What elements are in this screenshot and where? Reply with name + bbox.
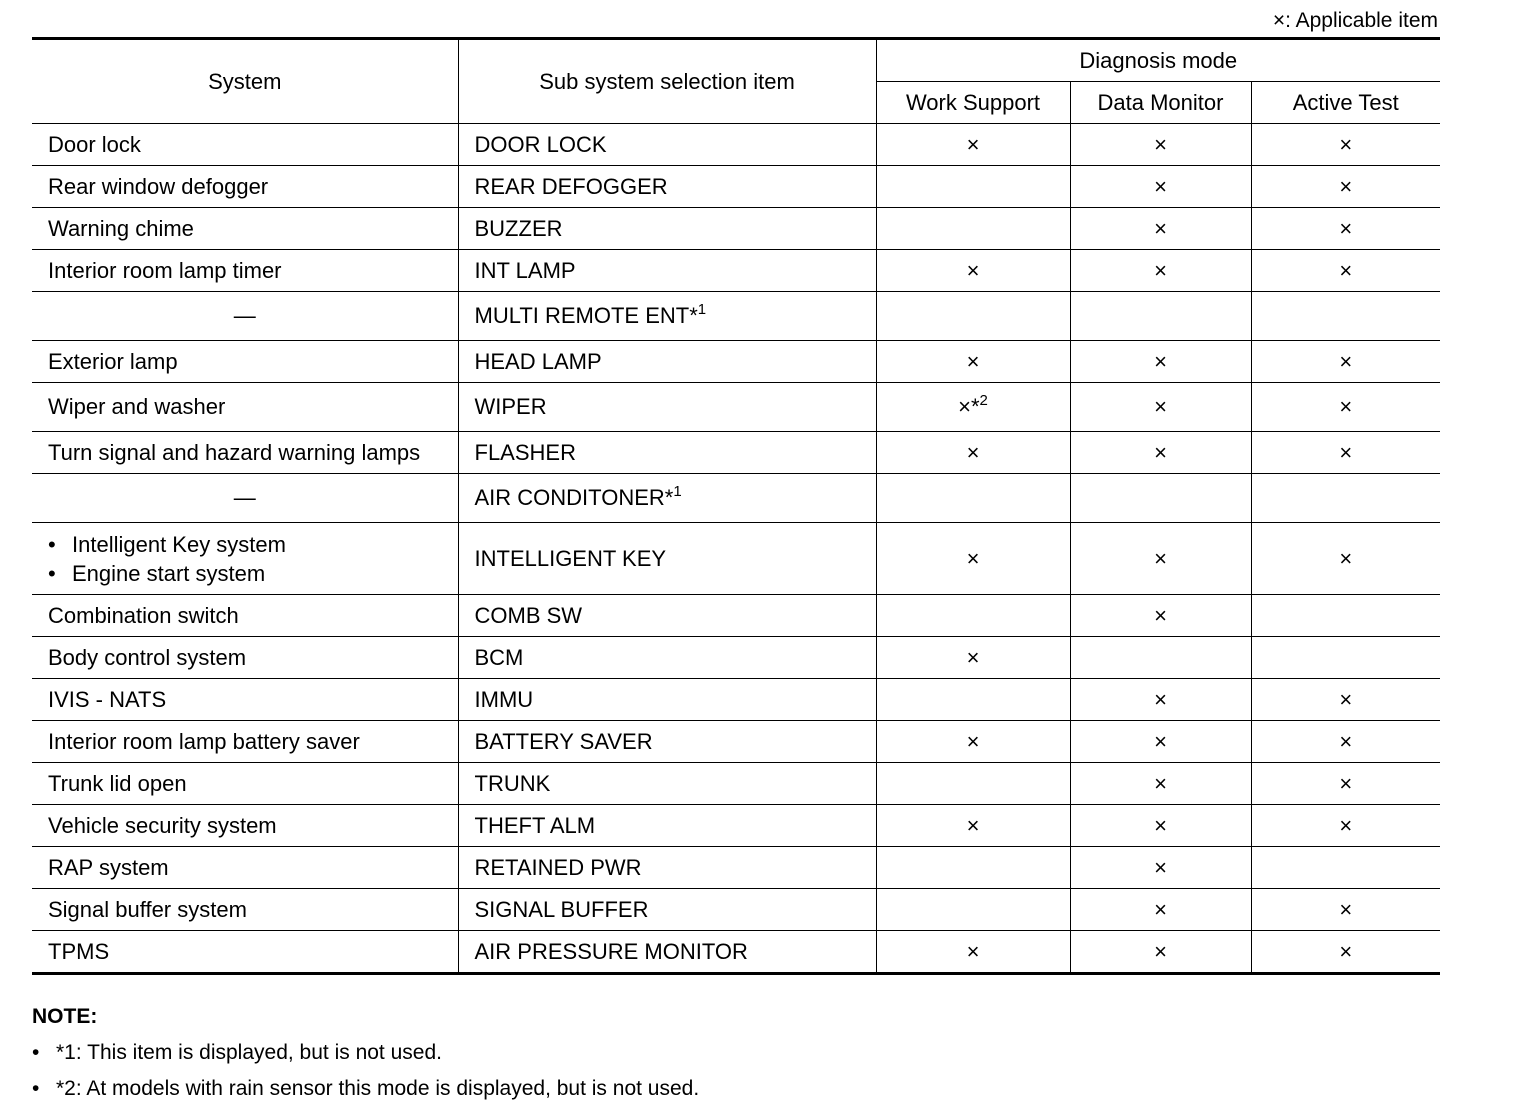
applicable-mark: ×: [1339, 348, 1353, 374]
sub-system-label: AIR PRESSURE MONITOR: [474, 938, 748, 964]
footnote-ref: 1: [673, 483, 682, 500]
footnote-ref: 1: [697, 301, 707, 318]
sub-system-cell: [458, 124, 876, 166]
applicable-mark: ×: [1154, 545, 1167, 571]
data-monitor-cell: [1070, 383, 1251, 432]
active-test-cell: [1251, 931, 1440, 974]
applicable-mark: ×: [966, 545, 980, 571]
system-cell: Signal buffer system: [32, 889, 458, 931]
applicable-mark: ×: [1339, 545, 1353, 571]
applicable-mark: ×: [1154, 728, 1167, 754]
header-diagnosis-mode: Diagnosis mode: [876, 39, 1440, 82]
system-cell: Wiper and washer: [32, 383, 458, 432]
system-cell: —: [32, 474, 458, 523]
applicable-mark: ×: [966, 348, 980, 374]
work-support-cell: [876, 523, 1070, 595]
sub-system-cell: [458, 931, 876, 974]
sub-system-cell: [458, 250, 876, 292]
note-title: NOTE:: [32, 1005, 98, 1028]
work-support-cell: [876, 383, 1070, 432]
applicable-mark: ×: [966, 439, 980, 465]
applicable-mark: ×: [966, 728, 980, 754]
work-support-cell: [876, 250, 1070, 292]
table-row: [32, 474, 1440, 523]
sub-system-label: INTELLIGENT KEY: [474, 545, 667, 571]
sub-system-label: BATTERY SAVER: [474, 728, 653, 754]
table-row: [32, 166, 1440, 208]
header-active-test: Active Test: [1251, 82, 1440, 124]
diagnosis-table: [32, 37, 1440, 975]
data-monitor-cell: [1070, 124, 1251, 166]
table-row: [32, 637, 1440, 679]
table-row: [32, 679, 1440, 721]
applicable-mark: ×: [966, 257, 980, 283]
active-test-cell: [1251, 474, 1440, 523]
applicable-mark: ×: [1339, 770, 1353, 796]
applicable-mark: ×: [1154, 602, 1167, 628]
applicable-mark: ×: [1154, 215, 1167, 241]
applicable-mark: ×: [1339, 812, 1353, 838]
data-monitor-cell: [1070, 595, 1251, 637]
table-row: [32, 341, 1440, 383]
applicable-mark: ×: [1154, 257, 1167, 283]
work-support-cell: [876, 679, 1070, 721]
table-row: [32, 208, 1440, 250]
sub-system-cell: [458, 679, 876, 721]
sub-system-label: RETAINED PWR: [474, 854, 642, 880]
active-test-cell: [1251, 805, 1440, 847]
applicable-mark: ×: [1339, 686, 1353, 712]
table-row: [32, 432, 1440, 474]
applicable-mark: ×: [1339, 131, 1353, 157]
data-monitor-cell: [1070, 208, 1251, 250]
applicable-mark: ×: [1154, 938, 1167, 964]
table-row: [32, 889, 1440, 931]
active-test-cell: [1251, 889, 1440, 931]
sub-system-cell: [458, 847, 876, 889]
applicable-mark: ×: [1154, 394, 1167, 419]
applicable-mark: ×: [1339, 257, 1353, 283]
system-list: [48, 530, 458, 588]
active-test-cell: [1251, 432, 1440, 474]
data-monitor-cell: [1070, 292, 1251, 341]
work-support-cell: [876, 889, 1070, 931]
system-cell: Interior room lamp battery saver: [32, 721, 458, 763]
sub-system-label: TRUNK: [474, 770, 551, 796]
system-cell: Vehicle security system: [32, 805, 458, 847]
work-support-cell: [876, 637, 1070, 679]
active-test-cell: [1251, 595, 1440, 637]
sub-system-cell: [458, 341, 876, 383]
note-item: • *2: At models with rain sensor this mode is displayed, but is not used.: [32, 1076, 699, 1102]
sub-system-label: REAR DEFOGGER: [474, 173, 668, 199]
work-support-cell: [876, 166, 1070, 208]
active-test-cell: [1251, 341, 1440, 383]
header-data-monitor: Data Monitor: [1070, 82, 1251, 124]
active-test-cell: [1251, 208, 1440, 250]
system-cell: Rear window defogger: [32, 166, 458, 208]
applicable-mark: ×: [1154, 348, 1167, 374]
sub-system-label: BUZZER: [474, 215, 563, 241]
sub-system-label: SIGNAL BUFFER: [474, 896, 649, 922]
data-monitor-cell: [1070, 523, 1251, 595]
sub-system-cell: [458, 595, 876, 637]
sub-system-label: BCM: [474, 644, 524, 670]
data-monitor-cell: [1070, 721, 1251, 763]
data-monitor-cell: [1070, 341, 1251, 383]
table-row: [32, 763, 1440, 805]
active-test-cell: [1251, 292, 1440, 341]
work-support-cell: [876, 847, 1070, 889]
data-monitor-cell: [1070, 931, 1251, 974]
data-monitor-cell: [1070, 166, 1251, 208]
footnote-ref: 2: [979, 392, 988, 409]
data-monitor-cell: [1070, 847, 1251, 889]
data-monitor-cell: [1070, 679, 1251, 721]
sub-system-label: HEAD LAMP: [474, 348, 602, 374]
applicable-mark: ×: [966, 938, 980, 964]
work-support-cell: [876, 595, 1070, 637]
data-monitor-cell: [1070, 250, 1251, 292]
data-monitor-cell: [1070, 637, 1251, 679]
sub-system-cell: [458, 805, 876, 847]
table-row: [32, 721, 1440, 763]
data-monitor-cell: [1070, 432, 1251, 474]
system-cell: Body control system: [32, 637, 458, 679]
header-work-support: Work Support: [876, 82, 1070, 124]
system-cell: [32, 523, 458, 595]
work-support-cell: [876, 474, 1070, 523]
sub-system-label: DOOR LOCK: [474, 131, 607, 157]
table-row: [32, 292, 1440, 341]
system-cell: Trunk lid open: [32, 763, 458, 805]
sub-system-label: AIR CONDITONER*: [474, 485, 674, 510]
applicable-mark: ×: [1154, 896, 1167, 922]
data-monitor-cell: [1070, 474, 1251, 523]
system-cell: Door lock: [32, 124, 458, 166]
note-item: • *1: This item is displayed, but is not used.: [32, 1040, 699, 1066]
active-test-cell: [1251, 637, 1440, 679]
applicable-mark: ×: [1339, 938, 1353, 964]
active-test-cell: [1251, 250, 1440, 292]
sub-system-cell: [458, 523, 876, 595]
applicable-mark: ×: [966, 644, 980, 670]
sub-system-cell: [458, 166, 876, 208]
work-support-cell: [876, 763, 1070, 805]
applicable-mark: ×: [1339, 173, 1353, 199]
applicable-mark: ×: [1154, 770, 1167, 796]
system-cell: Combination switch: [32, 595, 458, 637]
sub-system-label: THEFT ALM: [474, 812, 596, 838]
sub-system-cell: [458, 721, 876, 763]
active-test-cell: [1251, 679, 1440, 721]
header-sub-system: Sub system selection item: [458, 39, 876, 124]
applicable-mark: ×: [1339, 728, 1353, 754]
system-list-item: • Intelligent Key system: [48, 530, 458, 559]
table-row: [32, 250, 1440, 292]
work-support-cell: [876, 931, 1070, 974]
active-test-cell: [1251, 763, 1440, 805]
sub-system-cell: [458, 474, 876, 523]
data-monitor-cell: [1070, 805, 1251, 847]
table-body: [32, 124, 1440, 974]
applicable-mark: ×: [1339, 439, 1353, 465]
legend: ×: Applicable item: [1272, 9, 1438, 32]
active-test-cell: [1251, 124, 1440, 166]
sub-system-cell: [458, 432, 876, 474]
sub-system-cell: [458, 637, 876, 679]
sub-system-label: IMMU: [474, 686, 534, 712]
table-row: [32, 847, 1440, 889]
applicable-mark: ×: [1154, 131, 1167, 157]
work-support-cell: [876, 721, 1070, 763]
sub-system-label: COMB SW: [474, 602, 583, 628]
notes: [32, 1004, 699, 1112]
applicable-mark: ×: [966, 131, 980, 157]
sub-system-cell: [458, 383, 876, 432]
work-support-cell: [876, 208, 1070, 250]
applicable-mark: ×: [1154, 686, 1167, 712]
applicable-mark: ×*: [958, 394, 980, 419]
work-support-cell: [876, 292, 1070, 341]
data-monitor-cell: [1070, 763, 1251, 805]
sub-system-cell: [458, 763, 876, 805]
sub-system-label: INT LAMP: [474, 257, 576, 283]
applicable-mark: ×: [1154, 812, 1167, 838]
table-row: [32, 805, 1440, 847]
table-row: [32, 931, 1440, 974]
system-cell: TPMS: [32, 931, 458, 974]
system-cell: IVIS - NATS: [32, 679, 458, 721]
table-row: [32, 124, 1440, 166]
work-support-cell: [876, 341, 1070, 383]
applicable-mark: ×: [1339, 215, 1353, 241]
system-cell: Turn signal and hazard warning lamps: [32, 432, 458, 474]
work-support-cell: [876, 805, 1070, 847]
sub-system-label: FLASHER: [474, 439, 576, 465]
active-test-cell: [1251, 721, 1440, 763]
applicable-mark: ×: [966, 812, 980, 838]
system-cell: RAP system: [32, 847, 458, 889]
applicable-mark: ×: [1154, 854, 1167, 880]
applicable-mark: ×: [1339, 394, 1353, 419]
sub-system-cell: [458, 889, 876, 931]
active-test-cell: [1251, 383, 1440, 432]
sub-system-cell: [458, 292, 876, 341]
header-system: System: [32, 39, 458, 124]
applicable-mark: ×: [1154, 439, 1167, 465]
work-support-cell: [876, 432, 1070, 474]
system-cell: Warning chime: [32, 208, 458, 250]
table-row: [32, 523, 1440, 595]
system-cell: Exterior lamp: [32, 341, 458, 383]
system-list-item: • Engine start system: [48, 559, 458, 588]
active-test-cell: [1251, 847, 1440, 889]
system-cell: —: [32, 292, 458, 341]
work-support-cell: [876, 124, 1070, 166]
active-test-cell: [1251, 523, 1440, 595]
sub-system-cell: [458, 208, 876, 250]
system-cell: Interior room lamp timer: [32, 250, 458, 292]
applicable-mark: ×: [1154, 173, 1167, 199]
applicable-mark: ×: [1339, 896, 1353, 922]
data-monitor-cell: [1070, 889, 1251, 931]
sub-system-label: WIPER: [474, 394, 547, 419]
table-row: [32, 595, 1440, 637]
table-row: [32, 383, 1440, 432]
sub-system-label: MULTI REMOTE ENT*: [474, 303, 698, 328]
active-test-cell: [1251, 166, 1440, 208]
